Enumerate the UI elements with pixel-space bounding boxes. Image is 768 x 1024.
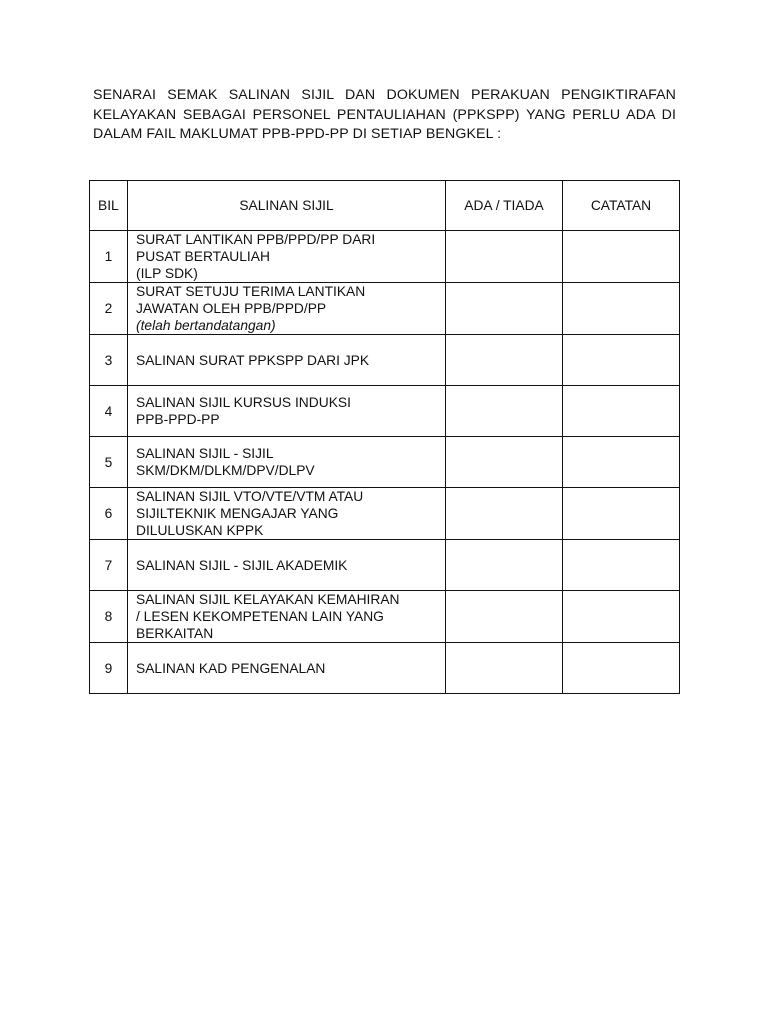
- row-ada-tiada-cell[interactable]: [446, 386, 563, 437]
- row-catatan-cell[interactable]: [563, 540, 680, 591]
- document-name-line: SURAT SETUJU TERIMA LANTIKAN: [136, 284, 366, 299]
- row-ada-tiada-cell[interactable]: [446, 540, 563, 591]
- table-row: [90, 386, 680, 437]
- row-document-name: [128, 231, 446, 283]
- row-number: 1: [90, 231, 128, 283]
- row-document-name: [128, 591, 446, 643]
- table-row: [90, 437, 680, 488]
- document-name-line: SALINAN SURAT PPKSPP DARI JPK: [136, 352, 370, 368]
- page-heading: SENARAI SEMAK SALINAN SIJIL DAN DOKUMEN PERAKUAN PENGIKTIRAFAN KELAYAKAN SEBAGAI PERSONEL PENTAULIAHAN (PPKSPP) YANG PERLU ADA DI DALAM FAIL MAKLUMAT PPB-PPD-PP DI SETIAP BENGKEL :: [93, 87, 676, 142]
- document-name-line: JAWATAN OLEH PPB/PPD/PP: [136, 301, 327, 316]
- row-ada-tiada-cell[interactable]: [446, 488, 563, 540]
- row-catatan-cell[interactable]: [563, 386, 680, 437]
- document-name-line: SALINAN SIJIL - SIJIL: [136, 446, 274, 461]
- document-name-line: SALINAN SIJIL KELAYAKAN KEMAHIRAN: [136, 592, 400, 607]
- table-row: [90, 540, 680, 591]
- header-catatan: CATATAN: [563, 181, 680, 231]
- table-row: [90, 283, 680, 335]
- row-number: 8: [90, 591, 128, 643]
- row-catatan-cell[interactable]: [563, 231, 680, 283]
- row-document-name: [128, 643, 446, 694]
- table-row: [90, 591, 680, 643]
- row-number: 7: [90, 540, 128, 591]
- row-catatan-cell[interactable]: [563, 283, 680, 335]
- row-document-name: [128, 437, 446, 488]
- document-name-line: SALINAN SIJIL - SIJIL AKADEMIK: [136, 557, 348, 573]
- row-document-name: [128, 386, 446, 437]
- header-ada-tiada: ADA / TIADA: [446, 181, 563, 231]
- row-document-name: [128, 283, 446, 335]
- row-document-name: [128, 335, 446, 386]
- row-ada-tiada-cell[interactable]: [446, 591, 563, 643]
- table-row: [90, 643, 680, 694]
- row-catatan-cell[interactable]: [563, 488, 680, 540]
- row-number: 5: [90, 437, 128, 488]
- row-document-name: [128, 540, 446, 591]
- row-ada-tiada-cell[interactable]: [446, 231, 563, 283]
- row-number: 9: [90, 643, 128, 694]
- row-number: 6: [90, 488, 128, 540]
- row-ada-tiada-cell[interactable]: [446, 643, 563, 694]
- row-ada-tiada-cell[interactable]: [446, 283, 563, 335]
- document-name-line: SKM/DKM/DLKM/DPV/DLPV: [136, 463, 315, 478]
- document-name-line: SALINAN SIJIL VTO/VTE/VTM ATAU: [136, 489, 364, 504]
- row-number: 4: [90, 386, 128, 437]
- row-number: 3: [90, 335, 128, 386]
- table-header-row: [90, 181, 680, 231]
- table-body: [90, 231, 680, 694]
- row-document-name: [128, 488, 446, 540]
- document-note: (telah bertandatangan): [136, 318, 276, 333]
- document-name-line: (ILP SDK): [136, 266, 198, 281]
- row-catatan-cell[interactable]: [563, 643, 680, 694]
- row-catatan-cell[interactable]: [563, 335, 680, 386]
- row-catatan-cell[interactable]: [563, 437, 680, 488]
- header-salinan-sijil: SALINAN SIJIL: [128, 181, 446, 231]
- row-ada-tiada-cell[interactable]: [446, 335, 563, 386]
- row-ada-tiada-cell[interactable]: [446, 437, 563, 488]
- document-name-line: PPB-PPD-PP: [136, 412, 220, 427]
- document-name-line: SALINAN KAD PENGENALAN: [136, 660, 326, 676]
- header-bil: BIL: [90, 181, 128, 231]
- row-number: 2: [90, 283, 128, 335]
- document-name-line: / LESEN KEKOMPETENAN LAIN YANG: [136, 609, 384, 624]
- row-catatan-cell[interactable]: [563, 591, 680, 643]
- document-name-line: BERKAITAN: [136, 626, 214, 641]
- table-row: [90, 231, 680, 283]
- table-row: [90, 488, 680, 540]
- document-name-line: SALINAN SIJIL KURSUS INDUKSI: [136, 395, 351, 410]
- document-name-line: SIJILTEKNIK MENGAJAR YANG: [136, 506, 339, 521]
- document-name-line: DILULUSKAN KPPK: [136, 523, 264, 538]
- document-name-line: PUSAT BERTAULIAH: [136, 249, 270, 264]
- table-row: [90, 335, 680, 386]
- document-name-line: SURAT LANTIKAN PPB/PPD/PP DARI: [136, 232, 376, 247]
- checklist-table: [89, 180, 680, 694]
